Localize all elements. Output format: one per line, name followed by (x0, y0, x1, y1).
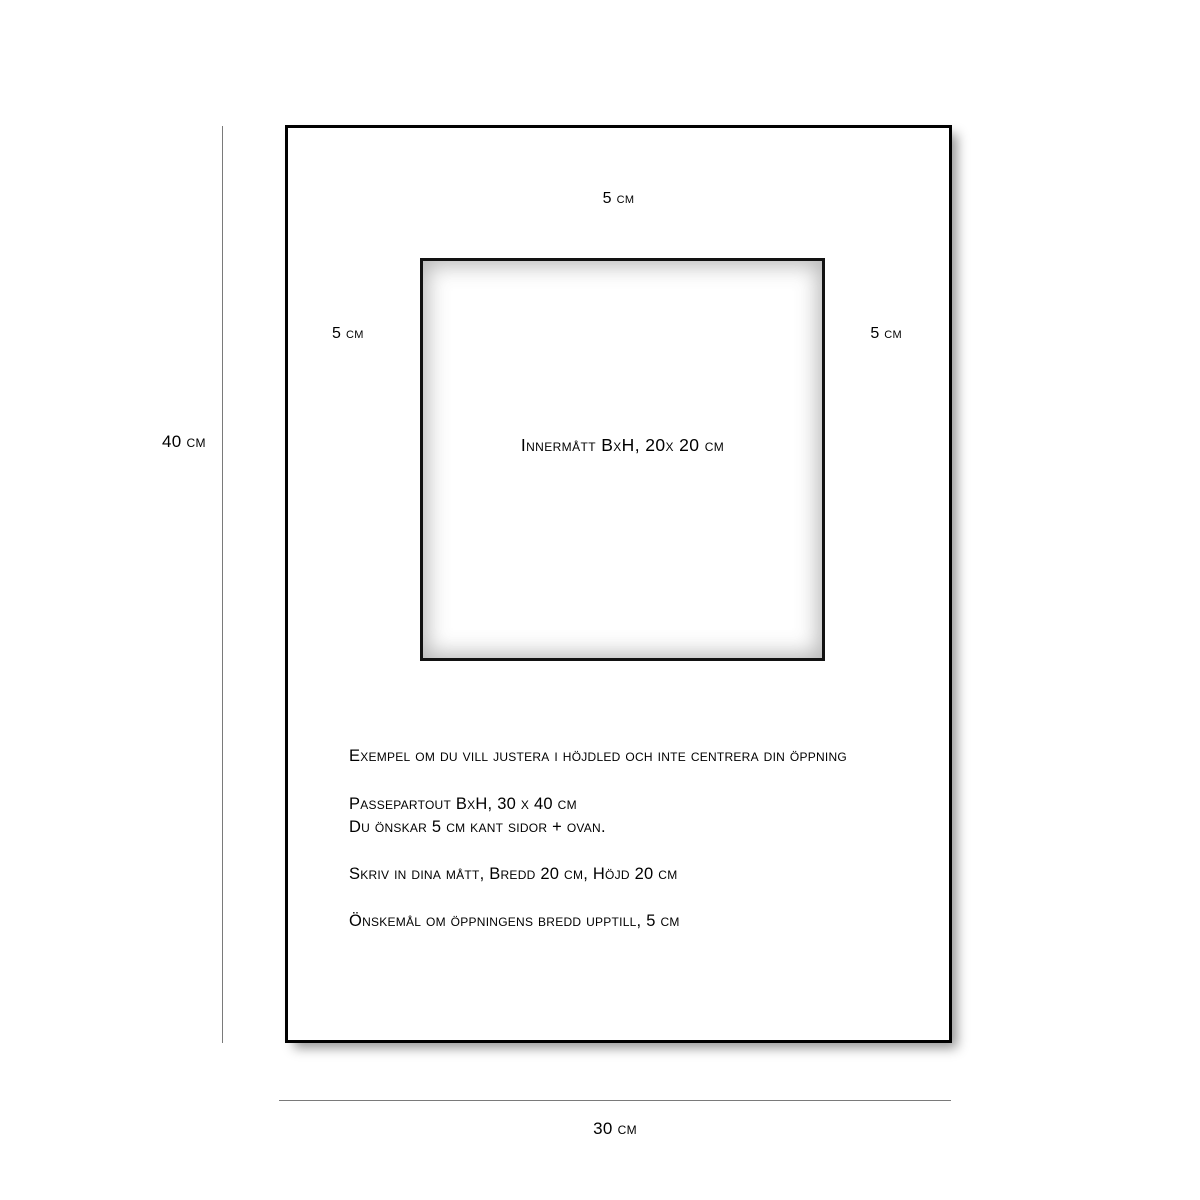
width-dimension-line (279, 1100, 951, 1101)
note-line-2: Du önskar 5 cm kant sidor + ovan. (349, 818, 606, 836)
width-dimension-label: 30 cm (593, 1119, 637, 1138)
note-line-3: Skriv in dina mått, Bredd 20 cm, Höjd 20 cm (349, 865, 678, 883)
mat-board (285, 125, 952, 1043)
margin-right-label: 5 cm (870, 325, 902, 342)
height-dimension-line (222, 126, 223, 1043)
note-line-4: Önskemål om öppningens bredd upptill, 5 cm (349, 912, 680, 930)
height-dimension-label: 40 cm (162, 432, 206, 451)
margin-left-label: 5 cm (332, 325, 364, 342)
note-heading: Exempel om du vill justera i höjdled och inte centrera din öppning (349, 747, 847, 765)
note-line-1: Passepartout BxH, 30 x 40 cm (349, 795, 577, 813)
opening-dimension-label: Innermått BxH, 20x 20 cm (520, 435, 725, 455)
instruction-notes (349, 745, 929, 933)
mat-opening (420, 258, 825, 661)
margin-top-label: 5 cm (602, 190, 635, 207)
